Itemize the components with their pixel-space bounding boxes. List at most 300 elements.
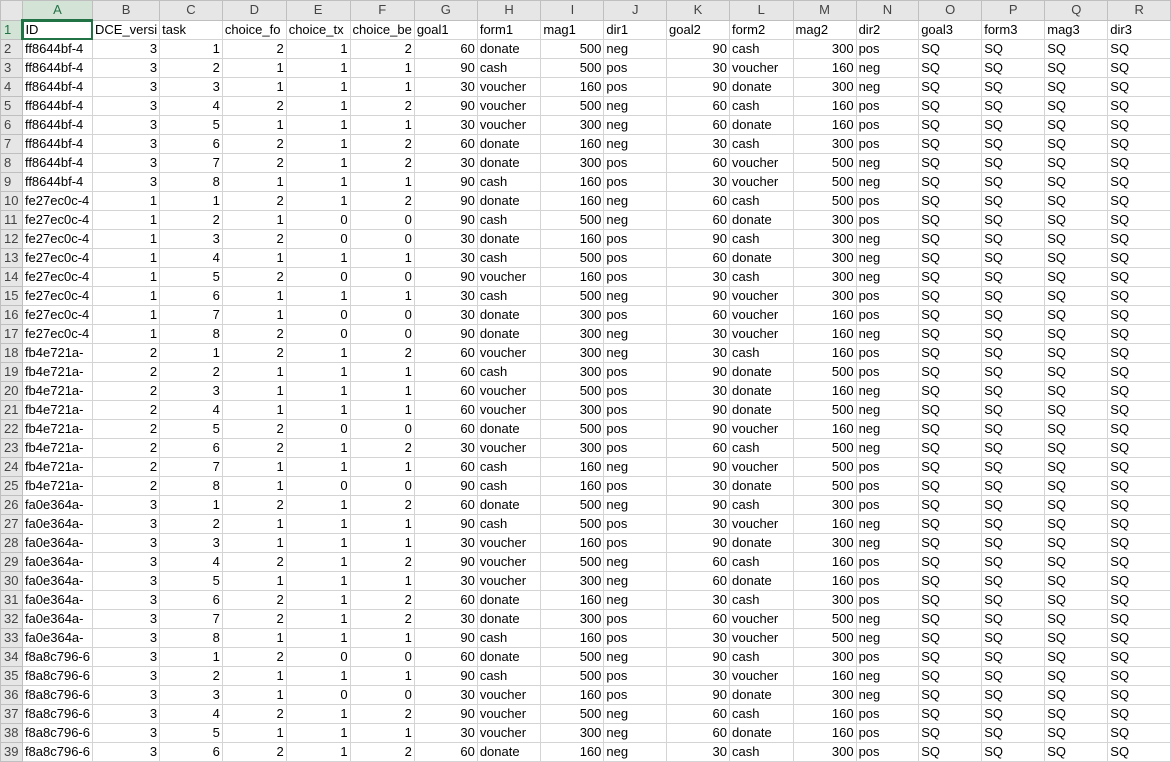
table-cell[interactable]: SQ — [1108, 78, 1171, 97]
table-cell[interactable]: SQ — [919, 211, 982, 230]
table-cell[interactable]: SQ — [982, 458, 1045, 477]
table-cell[interactable]: 3 — [93, 534, 160, 553]
table-cell[interactable]: 90 — [667, 496, 730, 515]
table-cell[interactable]: 2 — [222, 97, 286, 116]
table-cell[interactable]: SQ — [1045, 230, 1108, 249]
table-cell[interactable]: neg — [604, 211, 667, 230]
table-cell[interactable]: 2 — [222, 192, 286, 211]
table-cell[interactable]: 4 — [160, 249, 223, 268]
table-cell[interactable]: SQ — [1045, 97, 1108, 116]
table-cell[interactable]: SQ — [1108, 97, 1171, 116]
table-cell[interactable]: 500 — [541, 648, 604, 667]
table-cell[interactable]: voucher — [477, 439, 541, 458]
table-cell[interactable]: 2 — [93, 363, 160, 382]
table-cell[interactable]: SQ — [1045, 173, 1108, 192]
table-cell[interactable]: donate — [477, 135, 541, 154]
table-cell[interactable]: 30 — [667, 382, 730, 401]
table-cell[interactable]: 0 — [350, 230, 414, 249]
table-cell[interactable]: pos — [604, 477, 667, 496]
table-cell[interactable]: pos — [604, 249, 667, 268]
header-cell[interactable]: dir1 — [604, 20, 667, 40]
row-header[interactable]: 33 — [1, 629, 23, 648]
row-header[interactable]: 36 — [1, 686, 23, 705]
table-cell[interactable]: donate — [730, 572, 794, 591]
table-cell[interactable]: fa0e364a- — [22, 591, 92, 610]
table-cell[interactable]: 300 — [541, 610, 604, 629]
header-cell[interactable]: dir3 — [1108, 20, 1171, 40]
table-cell[interactable]: fe27ec0c-4 — [22, 211, 92, 230]
table-cell[interactable]: 0 — [350, 477, 414, 496]
table-cell[interactable]: 500 — [541, 667, 604, 686]
table-cell[interactable]: 1 — [93, 211, 160, 230]
table-cell[interactable]: cash — [477, 458, 541, 477]
table-cell[interactable]: 300 — [541, 344, 604, 363]
table-cell[interactable]: 500 — [793, 629, 856, 648]
header-cell[interactable]: choice_be — [350, 20, 414, 40]
row-header[interactable]: 30 — [1, 572, 23, 591]
table-cell[interactable]: 3 — [93, 705, 160, 724]
table-cell[interactable]: 1 — [222, 306, 286, 325]
header-cell[interactable]: choice_fo — [222, 20, 286, 40]
table-cell[interactable]: 160 — [541, 477, 604, 496]
table-cell[interactable]: 90 — [414, 477, 477, 496]
row-header[interactable]: 24 — [1, 458, 23, 477]
row-header[interactable]: 19 — [1, 363, 23, 382]
table-cell[interactable]: 500 — [793, 610, 856, 629]
table-cell[interactable]: pos — [604, 268, 667, 287]
table-cell[interactable]: SQ — [1045, 211, 1108, 230]
table-cell[interactable]: 1 — [222, 382, 286, 401]
table-cell[interactable]: voucher — [730, 420, 794, 439]
table-cell[interactable]: 2 — [350, 192, 414, 211]
table-cell[interactable]: SQ — [982, 344, 1045, 363]
table-cell[interactable]: 3 — [160, 382, 223, 401]
table-cell[interactable]: 2 — [350, 344, 414, 363]
table-cell[interactable]: pos — [856, 477, 919, 496]
table-cell[interactable]: 2 — [350, 154, 414, 173]
table-cell[interactable]: neg — [856, 325, 919, 344]
table-cell[interactable]: donate — [730, 724, 794, 743]
table-cell[interactable]: 7 — [160, 154, 223, 173]
select-all-corner[interactable] — [1, 1, 23, 21]
table-cell[interactable]: 3 — [93, 515, 160, 534]
table-cell[interactable]: 2 — [350, 591, 414, 610]
table-cell[interactable]: 2 — [93, 477, 160, 496]
table-cell[interactable]: SQ — [1108, 382, 1171, 401]
row-header[interactable]: 13 — [1, 249, 23, 268]
table-cell[interactable]: 90 — [667, 686, 730, 705]
table-cell[interactable]: fe27ec0c-4 — [22, 306, 92, 325]
table-cell[interactable]: 2 — [222, 420, 286, 439]
column-header-o[interactable]: O — [919, 1, 982, 21]
table-cell[interactable]: 1 — [286, 724, 350, 743]
table-cell[interactable]: SQ — [919, 458, 982, 477]
table-cell[interactable]: 300 — [793, 78, 856, 97]
table-cell[interactable]: 300 — [793, 534, 856, 553]
table-cell[interactable]: SQ — [982, 724, 1045, 743]
table-cell[interactable]: 500 — [793, 458, 856, 477]
table-cell[interactable]: 60 — [414, 344, 477, 363]
table-cell[interactable]: 7 — [160, 306, 223, 325]
table-cell[interactable]: 8 — [160, 173, 223, 192]
table-cell[interactable]: 1 — [286, 515, 350, 534]
table-cell[interactable]: 2 — [350, 496, 414, 515]
table-cell[interactable]: 1 — [286, 553, 350, 572]
table-cell[interactable]: pos — [604, 420, 667, 439]
table-cell[interactable]: ff8644bf-4 — [22, 116, 92, 135]
table-cell[interactable]: voucher — [730, 667, 794, 686]
table-cell[interactable]: SQ — [982, 230, 1045, 249]
table-cell[interactable]: 2 — [222, 743, 286, 762]
table-cell[interactable]: 2 — [222, 344, 286, 363]
table-cell[interactable]: SQ — [1045, 515, 1108, 534]
table-cell[interactable]: 500 — [541, 420, 604, 439]
table-cell[interactable]: SQ — [1108, 363, 1171, 382]
table-cell[interactable]: 6 — [160, 591, 223, 610]
table-cell[interactable]: SQ — [919, 382, 982, 401]
row-header[interactable]: 7 — [1, 135, 23, 154]
table-cell[interactable]: fa0e364a- — [22, 629, 92, 648]
table-cell[interactable]: 2 — [222, 553, 286, 572]
table-cell[interactable]: 60 — [414, 401, 477, 420]
table-cell[interactable]: voucher — [730, 287, 794, 306]
table-cell[interactable]: 500 — [793, 154, 856, 173]
table-cell[interactable]: donate — [477, 154, 541, 173]
table-cell[interactable]: f8a8c796-6 — [22, 724, 92, 743]
table-cell[interactable]: 60 — [414, 648, 477, 667]
table-cell[interactable]: 60 — [414, 420, 477, 439]
table-cell[interactable]: SQ — [1108, 686, 1171, 705]
table-cell[interactable]: 3 — [93, 553, 160, 572]
table-cell[interactable]: donate — [730, 363, 794, 382]
table-cell[interactable]: 5 — [160, 420, 223, 439]
table-cell[interactable]: SQ — [982, 192, 1045, 211]
table-cell[interactable]: SQ — [982, 78, 1045, 97]
table-cell[interactable]: 300 — [541, 154, 604, 173]
table-cell[interactable]: 1 — [286, 629, 350, 648]
column-header-i[interactable]: I — [541, 1, 604, 21]
table-cell[interactable]: SQ — [982, 439, 1045, 458]
table-cell[interactable]: cash — [730, 591, 794, 610]
table-cell[interactable]: SQ — [1045, 534, 1108, 553]
table-cell[interactable]: SQ — [1045, 572, 1108, 591]
table-cell[interactable]: SQ — [1045, 154, 1108, 173]
table-cell[interactable]: 2 — [350, 553, 414, 572]
table-cell[interactable]: 160 — [541, 192, 604, 211]
table-cell[interactable]: 300 — [793, 743, 856, 762]
table-cell[interactable]: SQ — [982, 515, 1045, 534]
table-cell[interactable]: 1 — [350, 515, 414, 534]
table-cell[interactable]: SQ — [1108, 705, 1171, 724]
table-cell[interactable]: fa0e364a- — [22, 572, 92, 591]
table-cell[interactable]: 1 — [350, 382, 414, 401]
table-cell[interactable]: SQ — [1045, 363, 1108, 382]
table-cell[interactable]: 90 — [667, 401, 730, 420]
table-cell[interactable]: SQ — [1108, 173, 1171, 192]
table-cell[interactable]: voucher — [477, 705, 541, 724]
table-cell[interactable]: 1 — [222, 287, 286, 306]
table-cell[interactable]: 90 — [667, 458, 730, 477]
table-cell[interactable]: SQ — [982, 40, 1045, 59]
table-cell[interactable]: pos — [604, 667, 667, 686]
table-cell[interactable]: 160 — [541, 458, 604, 477]
table-cell[interactable]: SQ — [982, 116, 1045, 135]
table-cell[interactable]: fb4e721a- — [22, 458, 92, 477]
table-cell[interactable]: 160 — [541, 629, 604, 648]
table-cell[interactable]: 300 — [793, 230, 856, 249]
row-header[interactable]: 11 — [1, 211, 23, 230]
row-header[interactable]: 16 — [1, 306, 23, 325]
table-cell[interactable]: SQ — [919, 686, 982, 705]
table-cell[interactable]: voucher — [477, 686, 541, 705]
table-cell[interactable]: 6 — [160, 135, 223, 154]
column-header-l[interactable]: L — [730, 1, 794, 21]
table-cell[interactable]: 2 — [93, 344, 160, 363]
table-cell[interactable]: 500 — [793, 192, 856, 211]
table-cell[interactable]: cash — [730, 439, 794, 458]
table-cell[interactable]: neg — [856, 173, 919, 192]
table-cell[interactable]: 0 — [350, 686, 414, 705]
table-cell[interactable]: 1 — [222, 629, 286, 648]
table-cell[interactable]: 60 — [667, 249, 730, 268]
table-cell[interactable]: voucher — [730, 154, 794, 173]
table-cell[interactable]: SQ — [1108, 287, 1171, 306]
table-cell[interactable]: 1 — [350, 78, 414, 97]
table-cell[interactable]: cash — [477, 629, 541, 648]
table-cell[interactable]: 1 — [350, 572, 414, 591]
table-cell[interactable]: SQ — [1108, 553, 1171, 572]
table-cell[interactable]: 30 — [414, 306, 477, 325]
table-cell[interactable]: 300 — [793, 268, 856, 287]
table-cell[interactable]: donate — [477, 40, 541, 59]
table-cell[interactable]: neg — [856, 401, 919, 420]
table-cell[interactable]: 6 — [160, 287, 223, 306]
table-cell[interactable]: 500 — [541, 496, 604, 515]
row-header[interactable]: 3 — [1, 59, 23, 78]
table-cell[interactable]: SQ — [1045, 477, 1108, 496]
table-cell[interactable]: fb4e721a- — [22, 382, 92, 401]
table-cell[interactable]: 2 — [350, 97, 414, 116]
table-cell[interactable]: pos — [856, 458, 919, 477]
table-cell[interactable]: neg — [856, 439, 919, 458]
table-cell[interactable]: 500 — [793, 401, 856, 420]
table-cell[interactable]: 3 — [93, 97, 160, 116]
table-cell[interactable]: SQ — [1045, 553, 1108, 572]
table-cell[interactable]: cash — [477, 173, 541, 192]
table-cell[interactable]: 1 — [222, 667, 286, 686]
table-cell[interactable]: neg — [604, 325, 667, 344]
table-cell[interactable]: SQ — [1108, 458, 1171, 477]
table-cell[interactable]: SQ — [982, 743, 1045, 762]
table-cell[interactable]: 3 — [93, 40, 160, 59]
table-cell[interactable]: ff8644bf-4 — [22, 78, 92, 97]
table-cell[interactable]: SQ — [919, 135, 982, 154]
header-cell[interactable]: dir2 — [856, 20, 919, 40]
table-cell[interactable]: 60 — [414, 496, 477, 515]
table-cell[interactable]: neg — [604, 135, 667, 154]
table-cell[interactable]: SQ — [1108, 439, 1171, 458]
table-cell[interactable]: 2 — [222, 496, 286, 515]
table-cell[interactable]: 1 — [286, 135, 350, 154]
table-cell[interactable]: 60 — [414, 135, 477, 154]
table-cell[interactable]: SQ — [982, 667, 1045, 686]
table-cell[interactable]: 0 — [286, 325, 350, 344]
table-cell[interactable]: neg — [604, 724, 667, 743]
table-cell[interactable]: SQ — [1045, 40, 1108, 59]
table-cell[interactable]: fe27ec0c-4 — [22, 192, 92, 211]
table-cell[interactable]: 1 — [286, 363, 350, 382]
table-cell[interactable]: 1 — [286, 610, 350, 629]
table-cell[interactable]: voucher — [477, 401, 541, 420]
table-cell[interactable]: 1 — [286, 97, 350, 116]
table-cell[interactable]: pos — [856, 724, 919, 743]
table-cell[interactable]: SQ — [919, 534, 982, 553]
column-header-m[interactable]: M — [793, 1, 856, 21]
table-cell[interactable]: pos — [856, 363, 919, 382]
table-cell[interactable]: SQ — [919, 173, 982, 192]
table-cell[interactable]: SQ — [919, 610, 982, 629]
table-cell[interactable]: 1 — [93, 249, 160, 268]
table-cell[interactable]: 3 — [93, 78, 160, 97]
row-header[interactable]: 15 — [1, 287, 23, 306]
table-cell[interactable]: fa0e364a- — [22, 610, 92, 629]
table-cell[interactable]: voucher — [730, 629, 794, 648]
table-cell[interactable]: SQ — [1108, 572, 1171, 591]
column-header-a[interactable]: A — [22, 1, 92, 21]
table-cell[interactable]: SQ — [919, 249, 982, 268]
table-cell[interactable]: 300 — [541, 724, 604, 743]
table-cell[interactable]: SQ — [1108, 401, 1171, 420]
table-cell[interactable]: 1 — [222, 59, 286, 78]
table-cell[interactable]: donate — [730, 78, 794, 97]
table-cell[interactable]: SQ — [919, 553, 982, 572]
table-cell[interactable]: SQ — [919, 629, 982, 648]
table-cell[interactable]: 1 — [286, 192, 350, 211]
table-cell[interactable]: SQ — [982, 401, 1045, 420]
table-cell[interactable]: 300 — [793, 648, 856, 667]
table-cell[interactable]: 2 — [93, 458, 160, 477]
table-cell[interactable]: SQ — [982, 59, 1045, 78]
table-cell[interactable]: 7 — [160, 610, 223, 629]
table-cell[interactable]: voucher — [477, 78, 541, 97]
table-cell[interactable]: SQ — [982, 686, 1045, 705]
table-cell[interactable]: SQ — [919, 59, 982, 78]
table-cell[interactable]: 500 — [541, 40, 604, 59]
table-cell[interactable]: 2 — [160, 59, 223, 78]
table-cell[interactable]: 1 — [286, 116, 350, 135]
table-cell[interactable]: cash — [477, 211, 541, 230]
table-cell[interactable]: 1 — [350, 629, 414, 648]
table-cell[interactable]: 0 — [350, 306, 414, 325]
table-cell[interactable]: 160 — [793, 325, 856, 344]
table-cell[interactable]: neg — [604, 116, 667, 135]
table-cell[interactable]: cash — [730, 344, 794, 363]
row-header[interactable]: 32 — [1, 610, 23, 629]
table-cell[interactable]: 0 — [286, 648, 350, 667]
table-cell[interactable]: 60 — [414, 743, 477, 762]
table-cell[interactable]: 1 — [286, 78, 350, 97]
column-header-h[interactable]: H — [477, 1, 541, 21]
table-cell[interactable]: 2 — [160, 515, 223, 534]
table-cell[interactable]: 60 — [667, 572, 730, 591]
table-cell[interactable]: 0 — [350, 648, 414, 667]
table-cell[interactable]: 160 — [793, 97, 856, 116]
table-cell[interactable]: 30 — [667, 173, 730, 192]
table-cell[interactable]: SQ — [919, 287, 982, 306]
table-cell[interactable]: 2 — [222, 40, 286, 59]
table-cell[interactable]: 3 — [93, 135, 160, 154]
table-cell[interactable]: 2 — [350, 705, 414, 724]
table-cell[interactable]: pos — [856, 40, 919, 59]
table-cell[interactable]: 2 — [160, 667, 223, 686]
header-cell[interactable]: goal2 — [667, 20, 730, 40]
table-cell[interactable]: SQ — [982, 477, 1045, 496]
column-header-c[interactable]: C — [160, 1, 223, 21]
table-cell[interactable]: 1 — [286, 458, 350, 477]
table-cell[interactable]: SQ — [1108, 591, 1171, 610]
table-cell[interactable]: 2 — [93, 382, 160, 401]
table-cell[interactable]: 300 — [541, 572, 604, 591]
table-cell[interactable]: 60 — [667, 306, 730, 325]
table-cell[interactable]: 1 — [222, 211, 286, 230]
table-cell[interactable]: fe27ec0c-4 — [22, 249, 92, 268]
table-cell[interactable]: 1 — [222, 458, 286, 477]
table-cell[interactable]: 300 — [793, 686, 856, 705]
table-cell[interactable]: SQ — [982, 154, 1045, 173]
table-cell[interactable]: SQ — [1045, 458, 1108, 477]
table-cell[interactable]: 90 — [667, 420, 730, 439]
table-cell[interactable]: 90 — [414, 553, 477, 572]
table-cell[interactable]: 160 — [793, 344, 856, 363]
column-header-q[interactable]: Q — [1045, 1, 1108, 21]
table-cell[interactable]: f8a8c796-6 — [22, 648, 92, 667]
table-cell[interactable]: SQ — [1045, 249, 1108, 268]
table-cell[interactable]: neg — [856, 249, 919, 268]
table-cell[interactable]: cash — [477, 477, 541, 496]
table-cell[interactable]: neg — [856, 534, 919, 553]
table-cell[interactable]: 1 — [222, 572, 286, 591]
table-cell[interactable]: SQ — [1108, 667, 1171, 686]
table-cell[interactable]: 30 — [667, 59, 730, 78]
row-header[interactable]: 25 — [1, 477, 23, 496]
table-cell[interactable]: 90 — [414, 59, 477, 78]
table-cell[interactable]: 3 — [93, 629, 160, 648]
table-cell[interactable]: 30 — [667, 743, 730, 762]
table-cell[interactable]: SQ — [1108, 116, 1171, 135]
table-cell[interactable]: pos — [604, 78, 667, 97]
table-cell[interactable]: neg — [856, 382, 919, 401]
table-cell[interactable]: 3 — [160, 534, 223, 553]
table-cell[interactable]: 90 — [414, 667, 477, 686]
table-cell[interactable]: 500 — [793, 173, 856, 192]
table-cell[interactable]: 60 — [414, 591, 477, 610]
table-cell[interactable]: pos — [856, 211, 919, 230]
table-cell[interactable]: pos — [604, 439, 667, 458]
table-cell[interactable]: pos — [604, 401, 667, 420]
table-cell[interactable]: neg — [604, 591, 667, 610]
table-cell[interactable]: 1 — [222, 534, 286, 553]
table-cell[interactable]: 500 — [541, 553, 604, 572]
table-cell[interactable]: SQ — [1108, 268, 1171, 287]
table-cell[interactable]: SQ — [1108, 629, 1171, 648]
table-cell[interactable]: 300 — [541, 439, 604, 458]
table-cell[interactable]: 0 — [286, 211, 350, 230]
row-header[interactable]: 12 — [1, 230, 23, 249]
table-cell[interactable]: 300 — [541, 363, 604, 382]
table-cell[interactable]: 30 — [667, 344, 730, 363]
table-cell[interactable]: cash — [730, 97, 794, 116]
table-cell[interactable]: cash — [730, 40, 794, 59]
